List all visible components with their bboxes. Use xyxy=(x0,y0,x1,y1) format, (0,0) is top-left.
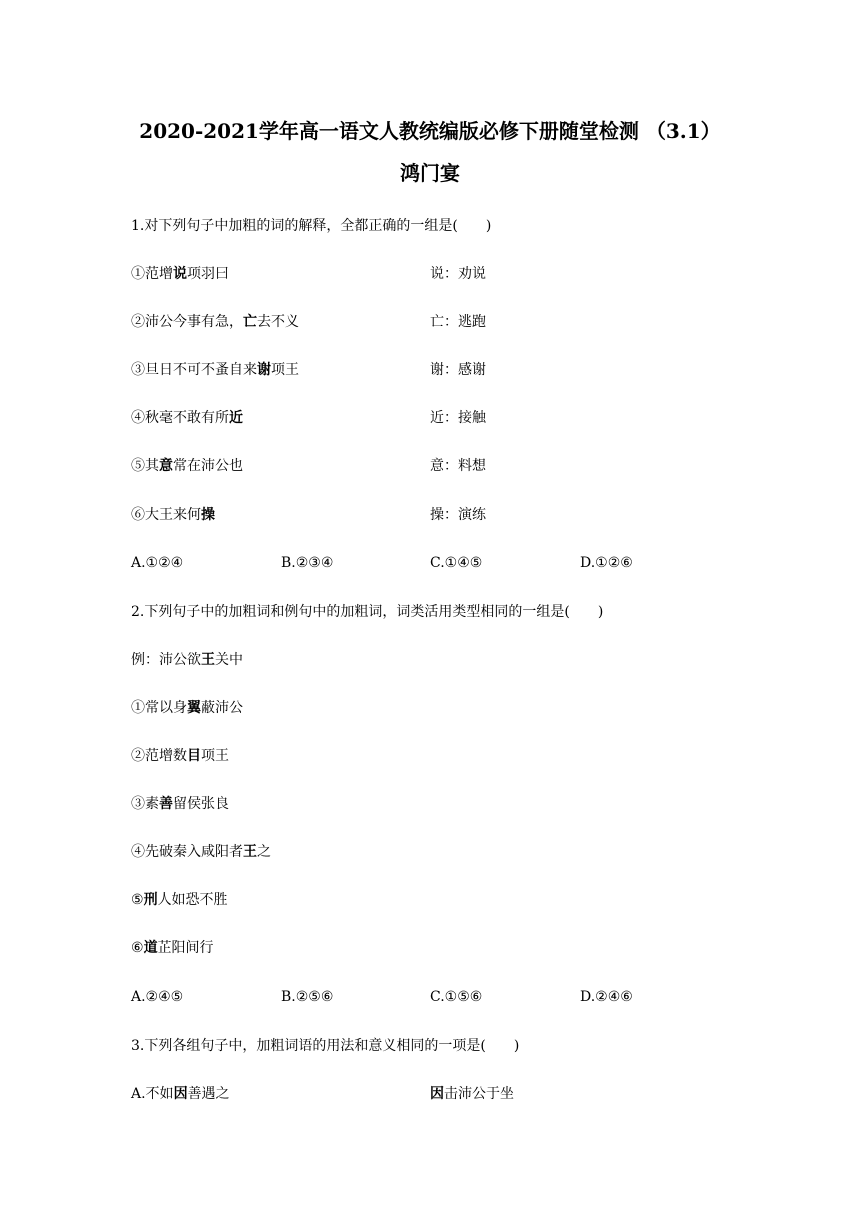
q2-option-b: B.②⑤⑥ xyxy=(281,989,334,1005)
q2-stem: 2.下列句子中的加粗词和例句中的加粗词，词类活用类型相同的一组是( ) xyxy=(131,604,604,620)
q3-option-a-left: A.不如因善遇之 xyxy=(131,1086,230,1102)
q1-item-1: ①范增说项羽曰 xyxy=(131,266,229,282)
q1-item-2: ②沛公今事有急，亡去不义 xyxy=(131,314,299,330)
q1-item-4: ④秋毫不敢有所近 xyxy=(131,410,243,426)
q1-item-3-explanation: 谢：感谢 xyxy=(430,362,486,378)
document-subtitle: 鸿门宴 xyxy=(400,161,460,185)
q1-item-3: ③旦日不可不蚤自来谢项王 xyxy=(131,362,299,378)
q1-item-1-explanation: 说：劝说 xyxy=(430,266,486,282)
q3-stem: 3.下列各组句子中，加粗词语的用法和意义相同的一项是( ) xyxy=(131,1038,520,1054)
q2-item-2: ②范增数目项王 xyxy=(131,748,229,764)
q2-item-1: ①常以身翼蔽沛公 xyxy=(131,700,243,716)
q1-item-6: ⑥大王来何操 xyxy=(131,507,215,523)
q2-item-6: ⑥道芷阳间行 xyxy=(131,940,214,956)
q1-stem: 1.对下列句子中加粗的词的解释，全都正确的一组是( ) xyxy=(131,218,492,234)
q2-option-d: D.②④⑥ xyxy=(580,989,633,1005)
q3-option-a-right: 因击沛公于坐 xyxy=(430,1086,514,1102)
q1-option-b: B.②③④ xyxy=(281,555,334,571)
q2-item-3: ③素善留侯张良 xyxy=(131,796,229,812)
q1-item-5: ⑤其意常在沛公也 xyxy=(131,458,243,474)
q1-option-c: C.①④⑤ xyxy=(430,555,483,571)
q1-item-6-explanation: 操：演练 xyxy=(430,507,486,523)
q2-option-a: A.②④⑤ xyxy=(131,989,184,1005)
q1-option-a: A.①②④ xyxy=(131,555,184,571)
q1-item-2-explanation: 亡：逃跑 xyxy=(430,314,486,330)
q2-option-c: C.①⑤⑥ xyxy=(430,989,483,1005)
q1-item-5-explanation: 意：料想 xyxy=(430,458,486,474)
document-title: 2020-2021学年高一语文人教统编版必修下册随堂检测 （3.1） xyxy=(139,119,721,143)
q2-example: 例：沛公欲王关中 xyxy=(131,652,243,668)
q2-item-5: ⑤刑人如恐不胜 xyxy=(131,892,228,908)
q2-item-4: ④先破秦入咸阳者王之 xyxy=(131,844,271,860)
q1-option-d: D.①②⑥ xyxy=(580,555,633,571)
q1-item-4-explanation: 近：接触 xyxy=(430,410,486,426)
